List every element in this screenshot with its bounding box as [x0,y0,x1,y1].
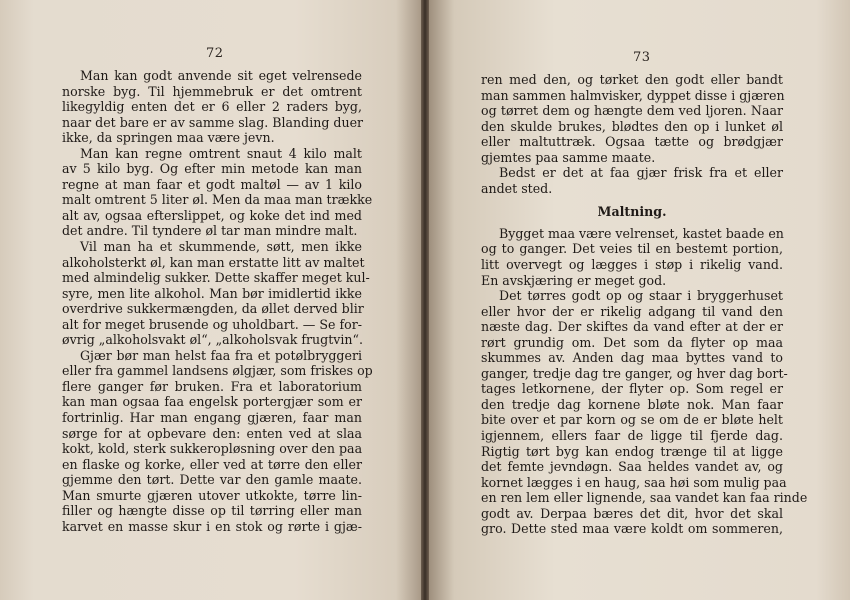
text-line: Bygget maa være velrenset, kastet baade en [499,225,784,241]
page-number: 73 [633,50,651,65]
left-page [0,0,421,600]
text-line: det femte jevndøgn. Saa heldes vandet av, og [481,459,783,475]
text-line: med almindelig sukker. Dette skaffer meget kul- [62,270,370,286]
text-line: rørt grundig om. Det som da flyter op maa [481,334,783,350]
section-heading: Maltning. [597,204,667,220]
text-line: en ren lem eller lignende, saa vandet kan faa rinde [481,490,808,506]
text-line: kokt, kold, sterk sukkeropløsning over den paa [62,441,363,457]
text-line: eller maltuttræk. Ogsaa tætte og brødgjær [481,134,783,150]
text-line: kan man ogsaa faa engelsk portergjær som er [62,394,362,410]
book-gutter [421,0,429,600]
text-line: fortrinlig. Har man engang gjæren, faar man [62,410,362,426]
right-page [429,0,850,600]
text-line: ren med den, og tørket den godt eller bandt [481,72,783,87]
text-line: Gjær bør man helst faa fra et potølbryggeri [80,347,362,363]
text-line: av 5 kilo byg. Og efter min metode kan man [62,161,362,177]
text-line: næste dag. Der skiftes da vand efter at der er [481,319,783,335]
text-line: flere ganger før bruken. Fra et laboratorium [62,378,362,394]
text-line: tages letkornene, der flyter op. Som regel er [481,381,783,397]
text-line: og tørret dem og hængte dem ved ljoren. Naar [481,103,783,119]
text-line: gro. Dette sted maa være koldt om sommeren, [481,521,783,537]
text-line: norske byg. Til hjemmebruk er det omtrent [62,83,362,99]
page-text [481,72,808,537]
text-line: ganger, tredje dag tre ganger, og hver dag bort- [481,365,788,381]
text-line: eller hvor der er rikelig adgang til vand den [481,303,783,319]
text-line: ikke, da springen maa være jevn. [62,130,275,146]
text-line: den tredje dag kornene bløte nok. Man faar [481,396,783,412]
text-line: Bedst er det at faa gjær frisk fra et eller [499,165,783,181]
text-line: en flaske og korke, eller ved at tørre den eller [62,456,362,472]
text-line: sørge for at opbevare den: enten ved at slaa [62,425,362,441]
page-number: 72 [206,46,224,61]
text-line: malt omtrent 5 liter øl. Men da maa man trække [62,192,373,208]
text-line: eller fra gammel landsens ølgjær, som friskes op [62,363,373,379]
text-line: likegyldig enten det er 6 eller 2 raders byg, [62,99,362,115]
text-line: skummes av. Anden dag maa byttes vand to [481,350,783,366]
text-line: det andre. Til tyndere øl tar man mindre malt. [62,223,358,239]
text-line: Det tørres godt op og staar i bryggerhuset [499,288,783,304]
text-line: alt for meget brusende og uholdbart. — Se for- [62,316,362,332]
text-line: overdrive sukkermængden, da øllet derved blir [62,301,364,317]
text-line: filler og hængte disse op til tørring eller man [62,503,362,519]
text-line: naar det bare er av samme slag. Blanding duer [62,114,364,130]
text-line: man sammen halmvisker, dyppet disse i gjæren [481,87,785,103]
text-line: alkoholsterkt øl, kan man erstatte litt av maltet [62,254,365,270]
text-line: Vil man ha et skummende, søtt, men ikke [80,239,362,255]
text-line: alt av, ogsaa efterslippet, og koke det ind med [62,207,362,223]
text-line: Man kan regne omtrent snaut 4 kilo malt [80,145,362,161]
text-line: øvrig „alkoholsvakt øl“, „alkoholsvak frugtvin“. [62,332,363,348]
text-line: og to ganger. Det veies til en bestemt portion, [481,241,783,257]
text-line: karvet en masse skur i en stok og rørte i gjæ- [62,518,362,534]
page-text [62,68,373,534]
text-line: regne at man faar et godt maltøl — av 1 kilo [62,176,362,192]
text-line: Man smurte gjæren utover utkokte, tørre lin- [62,487,362,503]
text-line: En avskjæring er meget god. [481,272,667,288]
text-line: Man kan godt anvende sit eget velrensede [80,68,362,83]
text-line: igjennem, ellers faar de ligge til fjerde dag. [481,428,783,444]
text-line: den skulde brukes, blødtes den op i lunket øl [481,118,783,134]
text-line: syre, men lite alkohol. Man bør imidlertid ikke [62,285,362,301]
text-line: litt overvegt og lægges i støp i rikelig vand. [481,257,783,273]
text-line: andet sted. [481,180,553,196]
text-line: bite over et par korn og se om de er bløte helt [481,412,783,428]
text-line: godt av. Derpaa bæres det dit, hvor det skal [481,505,783,521]
text-line: Rigtig tørt byg kan endog trænge til at ligge [481,443,783,459]
text-line: kornet lægges i en haug, saa høi som mulig paa [481,474,787,490]
text-line: gjemtes paa samme maate. [481,149,656,165]
text-line: gjemme den tørt. Dette var den gamle maate. [62,472,362,488]
